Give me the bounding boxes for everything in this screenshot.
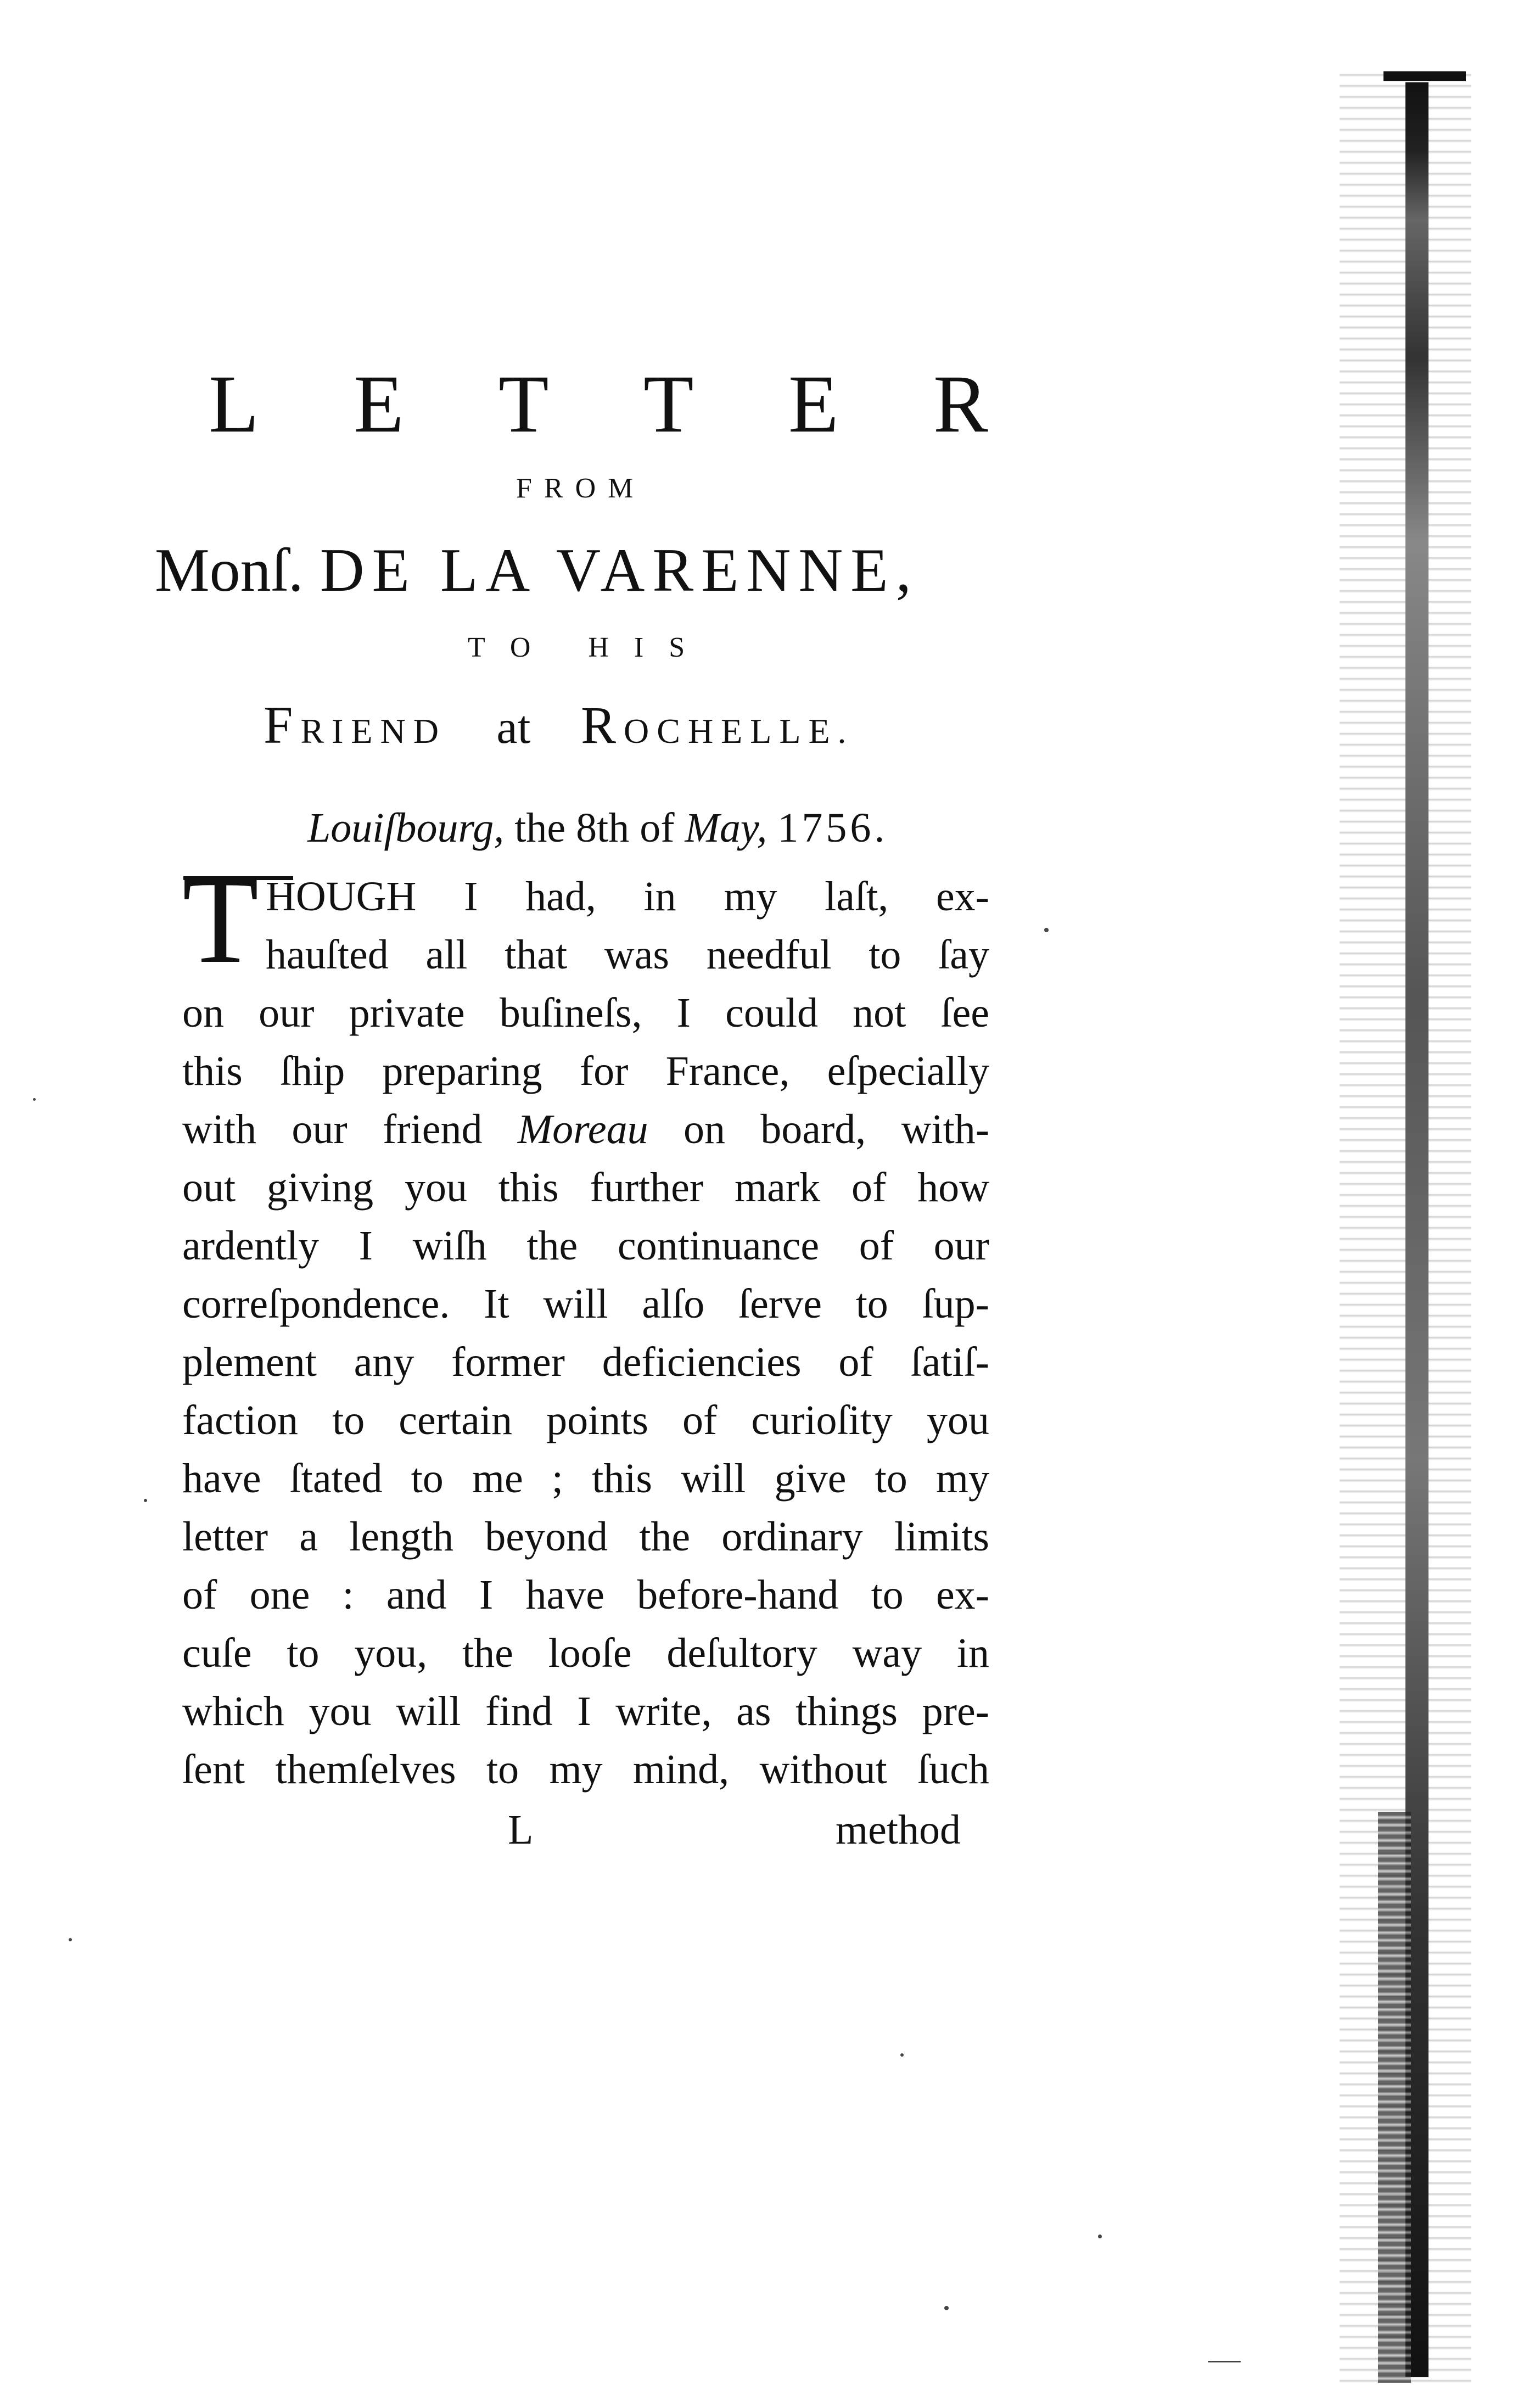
recipient-place-rest: OCHELLE.: [624, 712, 854, 751]
facing-page-edge-top: [1383, 71, 1466, 81]
body-line: ſent themſelves to my mind, without ſuch: [182, 1746, 989, 1793]
paper-speck: [33, 1098, 36, 1101]
catchword: method: [836, 1807, 961, 1853]
body-line-part: on board, with-: [683, 1106, 990, 1152]
letter-heading: [209, 357, 988, 451]
body-line: faction to certain points of curioſity you: [182, 1397, 989, 1443]
paper-speck: [1208, 2361, 1241, 2362]
body-line: this ſhip preparing for France, eſpecially: [182, 1048, 989, 1094]
heading-letter: E: [788, 359, 839, 450]
to-his-label: TO HIS: [468, 632, 710, 663]
body-line: of one : and I have before-hand to ex-: [182, 1572, 989, 1618]
dateline-mid: the 8th of: [514, 805, 675, 851]
dateline-place: Louiſbourg,: [307, 805, 505, 851]
recipient-word-initial: F: [264, 696, 301, 754]
body-line: plement any former deficiencies of ſatiſ-: [182, 1339, 989, 1385]
body-line: letter a length beyond the ordinary limits: [182, 1514, 989, 1560]
body-line-italic-name: Moreau: [517, 1106, 648, 1152]
body-line: on our private buſineſs, I could not ſee: [182, 990, 989, 1036]
body-line: have ſtated to me ; this will give to my: [182, 1455, 989, 1502]
author-title: Monſ.: [155, 536, 304, 604]
paper-speck: [1044, 928, 1049, 932]
body-line: [182, 1100, 989, 1158]
facing-page-binding-shadow-lower: [1378, 1812, 1411, 2383]
letter-body: [182, 867, 989, 1799]
body-line: cuſe to you, the looſe deſultory way in: [182, 1630, 989, 1676]
heading-letter: E: [353, 359, 404, 450]
paper-speck: [1098, 2235, 1102, 2238]
body-line: HOUGH I had, in my laſt, ex-: [266, 873, 989, 920]
recipient-line: [264, 695, 977, 755]
body-line: ardently I wiſh the continuance of our: [182, 1223, 989, 1269]
recipient-word-rest: RIEND: [300, 712, 446, 751]
heading-letter: T: [498, 359, 549, 450]
heading-letter: T: [643, 359, 694, 450]
recipient-place-initial: R: [581, 696, 624, 754]
body-line: correſpondence. It will alſo ſerve to ſup-: [182, 1281, 989, 1327]
dateline-month: May,: [685, 805, 768, 851]
dateline: [307, 804, 988, 852]
heading-letter: R: [933, 359, 988, 450]
heading-letter: L: [209, 359, 259, 450]
paper-speck: [944, 2306, 949, 2310]
body-line: hauſted all that was needful to ſay: [266, 932, 989, 978]
drop-cap: T: [182, 851, 259, 989]
author-surname: DE LA VARENNE,: [320, 536, 919, 604]
from-label: FROM: [516, 473, 646, 504]
paper-speck: [144, 1499, 147, 1502]
author-name: [155, 535, 1044, 606]
body-line-part: with our friend: [182, 1106, 483, 1152]
paper-speck: [69, 1938, 72, 1941]
recipient-at: at: [496, 701, 531, 753]
body-line: which you will find I write, as things pre-: [182, 1688, 989, 1734]
dateline-year: 1756.: [777, 805, 888, 851]
body-line: out giving you this further mark of how: [182, 1164, 989, 1211]
signature-mark: L: [508, 1807, 534, 1853]
paper-speck: [900, 2053, 904, 2057]
